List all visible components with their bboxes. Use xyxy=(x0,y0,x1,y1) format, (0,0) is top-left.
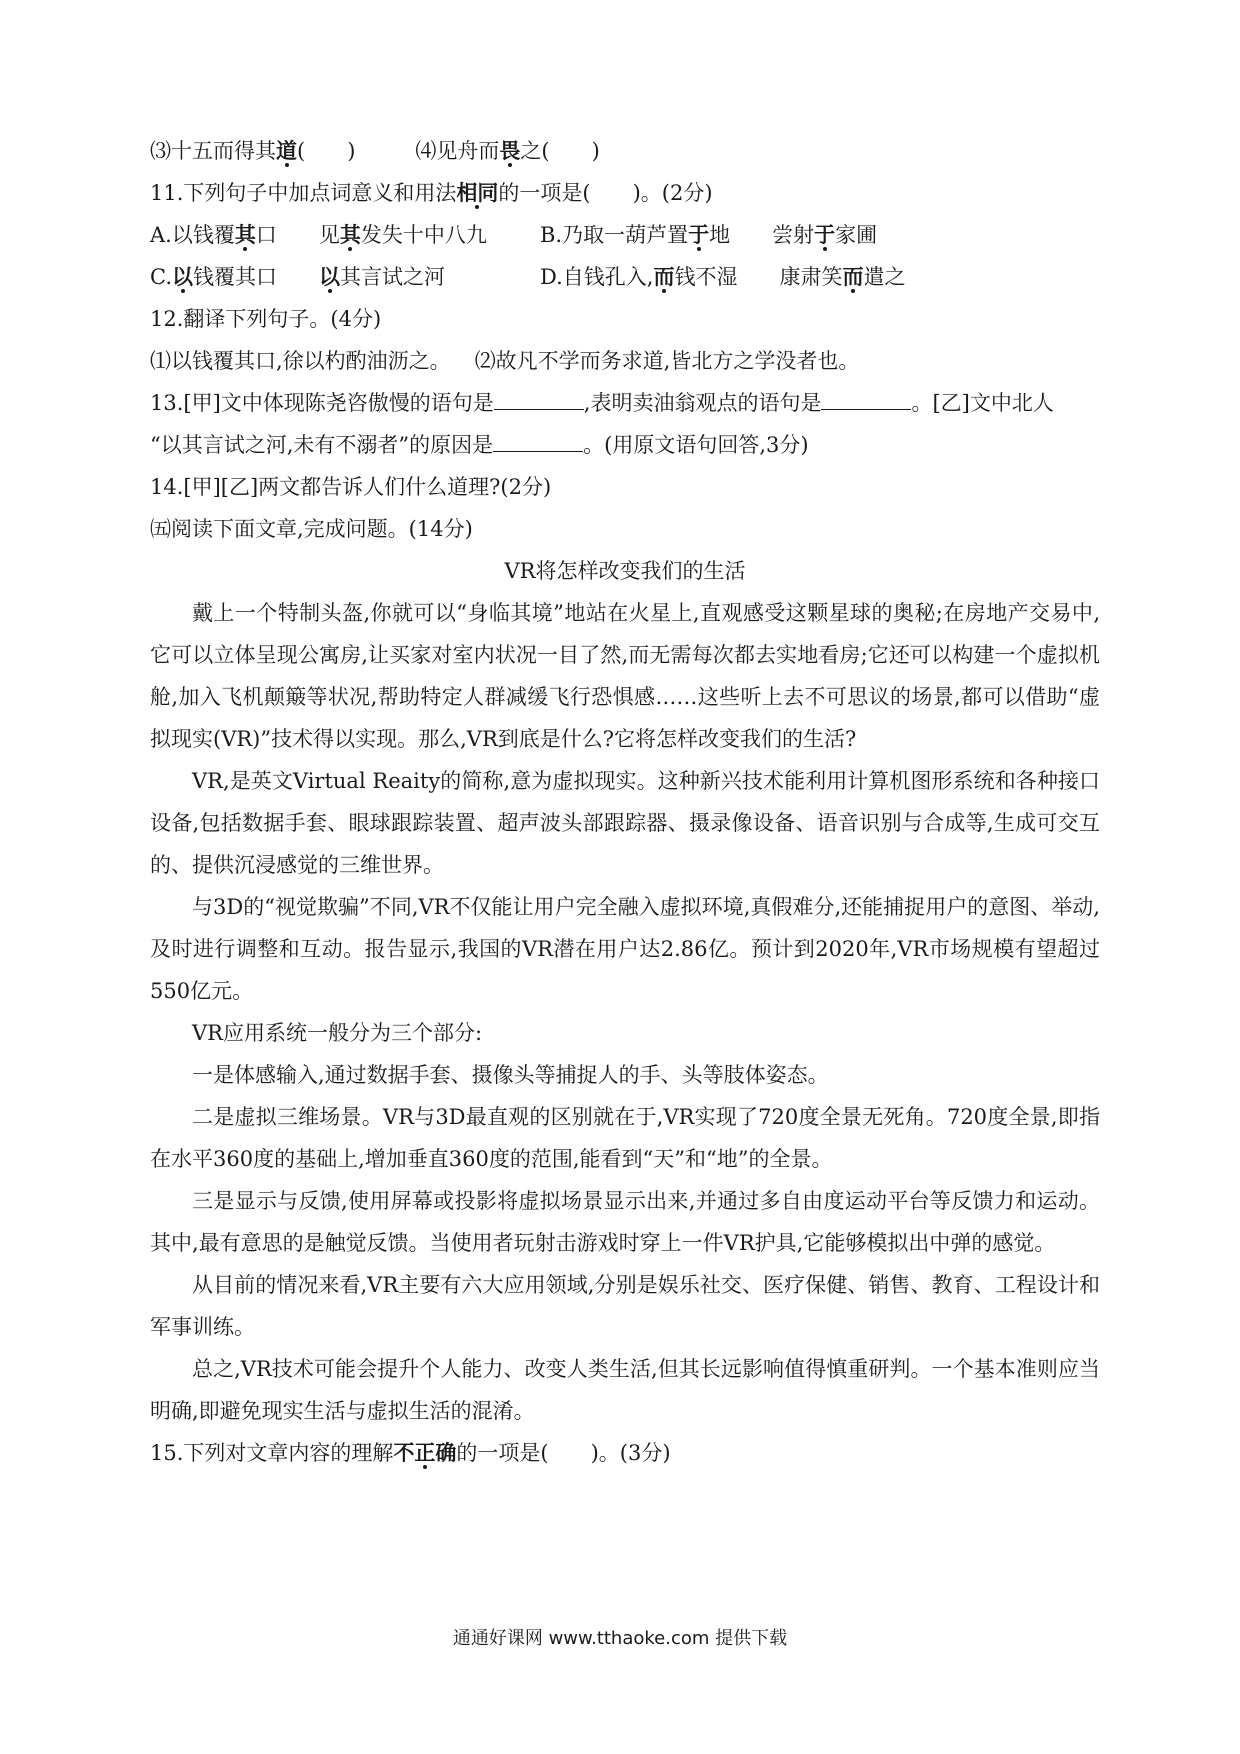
q11-a-dot2: 其 xyxy=(339,222,361,247)
q11-a-part1: A.以钱覆 xyxy=(150,223,235,247)
q12-stem: 12.翻译下列句子。(4分) xyxy=(150,307,382,331)
q13-blank-1[interactable] xyxy=(494,391,584,410)
q13-part-a: 13.[甲]文中体现陈尧咨傲慢的语句是 xyxy=(150,391,494,415)
q13-line2 xyxy=(150,424,1100,466)
q11-stem-text: 11.下列句子中加点词意义和用法 xyxy=(150,181,457,205)
q10-item3-blank: ( ) xyxy=(297,139,356,163)
article-paragraph: VR应用系统一般分为三个部分: xyxy=(192,1021,483,1045)
q13-blank-2[interactable] xyxy=(821,391,911,410)
q12-sentence-2: ⑵故凡不学而务求道,皆北方之学没者也。 xyxy=(474,349,860,373)
article-paragraph: 戴上一个特制头盔,你就可以“身临其境”地站在火星上,直观感受这颗星球的奥秘;在房地产交易中,它可以立体呈现公寓房,让买家对室内状况一目了然,而无需每次都去实地看房;它还可以构建一个虚拟机舱,加入飞机颠簸等状况,帮助特定人群减缓飞行恐惧感……这些听上去不可思议的场景,都可以借助“虚拟现实(VR)”技术得以实现。那么,VR到底是什么?它将怎样改变我们的生活? xyxy=(150,601,1100,751)
q11-options-ab xyxy=(150,214,1100,256)
q13-part-c: 。[乙]文中北人 xyxy=(911,391,1054,415)
q11-option-c xyxy=(150,256,540,298)
q11-b-part1: B.乃取一葫芦置 xyxy=(540,223,689,247)
q11-c-dot1: 以 xyxy=(172,264,193,289)
q11-b-dot1: 于 xyxy=(688,222,710,247)
article-body xyxy=(150,592,1100,1432)
article-paragraph: VR,是英文Virtual Reaity的简称,意为虚拟现实。这种新兴技术能利用计算机图形系统和各种接口设备,包括数据手套、眼球跟踪装置、超声波头部跟踪器、摄录像设备、语音识别与合成等,生成可交互的、提供沉浸感觉的三维世界。 xyxy=(150,769,1100,877)
q11-stem-tail: 的一项是( )。(2分) xyxy=(498,181,713,205)
q11-a-part3: 发失十中八九 xyxy=(360,223,487,247)
article-paragraph: 二是虚拟三维场景。VR与3D最直观的区别就在于,VR实现了720度全景无死角。720度全景,即指在水平360度的基础上,增加垂直360度的范围,能看到“天”和“地”的全景。 xyxy=(150,1105,1100,1171)
article-paragraph: 一是体感输入,通过数据手套、摄像头等捕捉人的手、头等肢体姿态。 xyxy=(192,1063,829,1087)
section5-heading: ㈤阅读下面文章,完成问题。(14分) xyxy=(150,517,473,541)
q11-b-part2: 地 尝射 xyxy=(709,223,815,247)
q11-d-part3: 遣之 xyxy=(863,265,906,289)
q11-d-part2: 钱不湿 康肃笑 xyxy=(674,265,843,289)
q12-sentence-1: ⑴以钱覆其口,徐以杓酌油沥之。 xyxy=(150,349,451,373)
q11-a-part2: 口 见 xyxy=(255,223,340,247)
q11-c-dot2: 以 xyxy=(319,264,340,289)
q10-item3-text: ⑶十五而得其 xyxy=(150,139,276,163)
q11-c-part1: C. xyxy=(150,265,172,289)
q11-a-dot1: 其 xyxy=(234,222,256,247)
q10-item4-dotted: 畏 xyxy=(499,138,521,163)
q13-part-d: “以其言试之河,未有不溺者”的原因是 xyxy=(150,433,494,457)
article-paragraph: 三是显示与反馈,使用屏幕或投影将虚拟场景显示出来,并通过多自由度运动平台等反馈力和运动。其中,最有意思的是触觉反馈。当使用者玩射击游戏时穿上一件VR护具,它能够模拟出中弹的感觉。 xyxy=(150,1189,1100,1255)
article-paragraph: 总之,VR技术可能会提升个人能力、改变人类生活,但其长远影响值得慎重研判。一个基本准则应当明确,即避免现实生活与虚拟生活的混淆。 xyxy=(150,1357,1100,1423)
article-paragraph: 从目前的情况来看,VR主要有六大应用领域,分别是娱乐社交、医疗保健、销售、教育、工程设计和军事训练。 xyxy=(150,1273,1100,1339)
q10-item3-dotted: 道 xyxy=(276,138,297,163)
q11-option-d xyxy=(540,265,905,289)
q11-b-dot2: 于 xyxy=(814,222,836,247)
q14-stem: 14.[甲][乙]两文都告诉人们什么道理?(2分) xyxy=(150,475,552,499)
q11-d-dot2: 而 xyxy=(842,264,864,289)
q13-part-b: ,表明卖油翁观点的语句是 xyxy=(583,391,822,415)
q10-item4-blank: 之( ) xyxy=(520,139,600,163)
q13-part-e: 。(用原文语句回答,3分) xyxy=(583,433,809,457)
q11-d-part1: D.自钱孔入, xyxy=(540,265,654,289)
q15-stem-dotted: 不正确 xyxy=(393,1440,457,1465)
q11-c-part2: 钱覆其口 xyxy=(193,265,319,289)
q11-b-part3: 家圃 xyxy=(835,223,878,247)
q11-option-b xyxy=(540,223,877,247)
q15-stem-text: 15.下列对文章内容的理解 xyxy=(150,1441,394,1465)
article-paragraph: 与3D的“视觉欺骗”不同,VR不仅能让用户完全融入虚拟环境,真假难分,还能捕捉用户的意图、举动,及时进行调整和互动。报告显示,我国的VR潜在用户达2.86亿。预计到2020年,VR市场规模有望超过550亿元。 xyxy=(150,895,1100,1003)
article-title: VR将怎样改变我们的生活 xyxy=(504,559,746,583)
q13-line1 xyxy=(150,382,1100,424)
page-footer: 通通好课网 www.tthaoke.com 提供下载 xyxy=(452,1628,788,1649)
q13-blank-3[interactable] xyxy=(493,433,583,452)
q11-stem xyxy=(150,172,1100,214)
q11-d-dot1: 而 xyxy=(653,264,675,289)
q11-option-a xyxy=(150,214,540,256)
q10-items xyxy=(150,130,1100,172)
q12-sentences xyxy=(150,340,1100,382)
q10-item4-text: ⑷见舟而 xyxy=(415,139,500,163)
q15-stem-tail: 的一项是( )。(3分) xyxy=(456,1441,671,1465)
q15-stem xyxy=(150,1432,1100,1474)
document-page xyxy=(150,130,1100,1474)
q11-c-part3: 其言试之河 xyxy=(340,265,445,289)
q11-options-cd xyxy=(150,256,1100,298)
q11-stem-dotted: 相同 xyxy=(456,180,499,205)
